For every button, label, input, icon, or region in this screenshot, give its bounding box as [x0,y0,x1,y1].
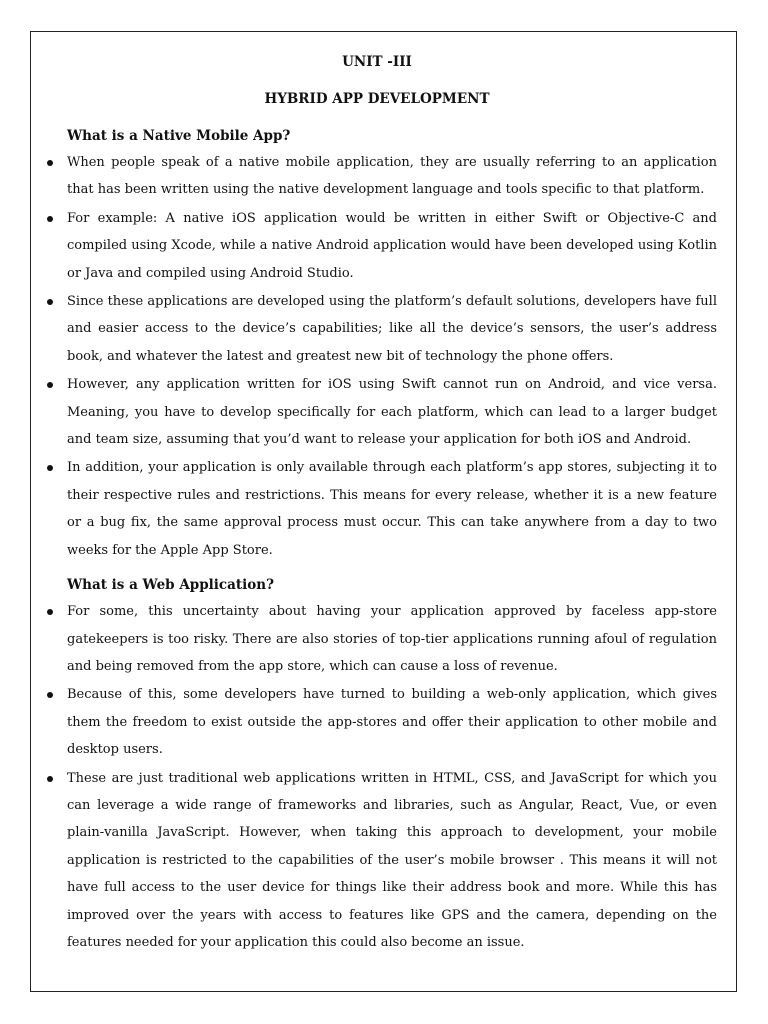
section-heading-native-app: What is a Native Mobile App? [67,128,291,144]
native-app-bullet-list [37,149,717,564]
list-item: However, any application written for iOS using Swift cannot run on Android, and vice versa. Meaning, you have to develop specifically for each platform, which can lead to a larger budget and team size, assuming that you’d want to release your application for both iOS and Android. [37,371,717,453]
document-title: HYBRID APP DEVELOPMENT [264,91,490,107]
list-item: These are just traditional web applications written in HTML, CSS, and JavaScript for which you can leverage a wide range of frameworks and libraries, such as Angular, React, Vue, or even plain-vanilla JavaScript. However, when taking this approach to development, your mobile application is restricted to the capabilities of the user’s mobile browser . This means it will not have full access to the user device for things like their address book and more. While this has improved over the years with access to features like GPS and the camera, depending on the features needed for your application this could also become an issue. [37,765,717,957]
list-item: When people speak of a native mobile application, they are usually referring to an application that has been written using the native development language and tools specific to that platform. [37,149,717,204]
section-heading-web-app: What is a Web Application? [67,577,274,594]
list-item: Since these applications are developed using the platform’s default solutions, developers have full and easier access to the device’s capabilities; like all the device’s sensors, the user’s address book, and whatever the latest and greatest new bit of technology the phone offers. [37,288,717,370]
list-item: Because of this, some developers have turned to building a web-only application, which gives them the freedom to exist outside the app-stores and offer their application to other mobile and desktop users. [37,681,717,763]
list-item: For some, this uncertainty about having your application approved by faceless app-store gatekeepers is too risky. There are also stories of top-tier applications running afoul of regulation and being removed from the app store, which can cause a loss of revenue. [37,598,717,680]
document-body [37,49,717,956]
list-item: In addition, your application is only available through each platform’s app stores, subjecting it to their respective rules and restrictions. This means for every release, whether it is a new feature or a bug fix, the same approval process must occur. This can take anywhere from a day to two weeks for the Apple App Store. [37,454,717,564]
web-app-bullet-list [37,598,717,956]
list-item: For example: A native iOS application would be written in either Swift or Objective-C and compiled using Xcode, while a native Android application would have been developed using Kotlin or Java and compiled using Android Studio. [37,205,717,287]
unit-title: UNIT -III [342,54,412,70]
